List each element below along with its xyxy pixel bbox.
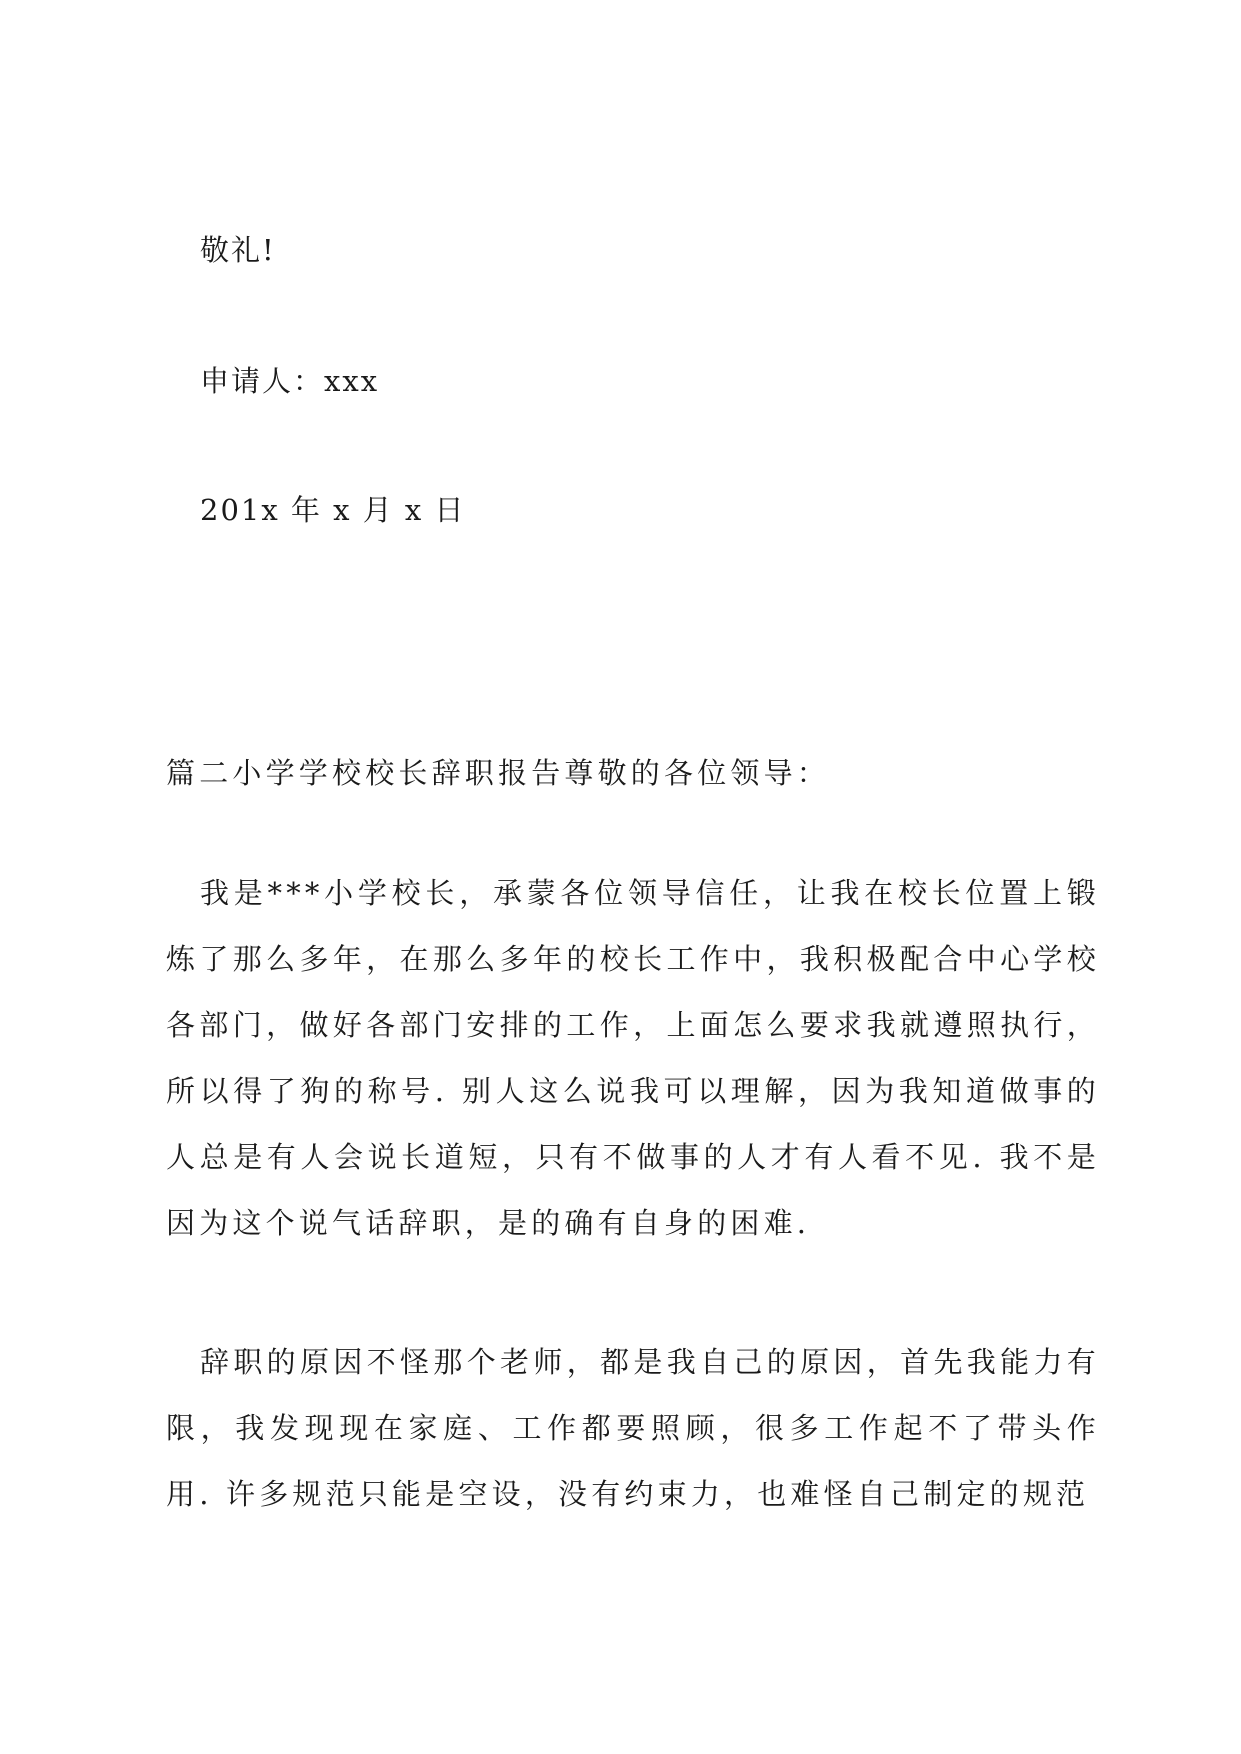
section-heading: 篇二小学学校校长辞职报告尊敬的各位领导： [166, 756, 831, 790]
body-paragraph-1: 我是***小学校长，承蒙各位领导信任，让我在校长位置上锻炼了那么多年，在那么多年的校长工作中，我积极配合中心学校各部门，做好各部门安排的工作，上面怎么要求我就遵照执行，所以得了狗的称号. 别人这么说我可以理解，因为我知道做事的人总是有人会说长道短，只有不做事的人才有人看不见. 我不是因为这个说气话辞职，是的确有自身的困难. [166, 876, 1100, 1240]
date-line: 201x 年 x 月 x 日 [200, 493, 466, 527]
applicant-signature: 申请人：xxx [200, 364, 380, 398]
closing-salutation: 敬礼! [200, 233, 276, 267]
body-paragraph-2: 辞职的原因不怪那个老师，都是我自己的原因，首先我能力有限，我发现现在家庭、工作都要照顾，很多工作起不了带头作用. 许多规范只能是空设，没有约束力，也难怪自己制定的规范 [166, 1345, 1100, 1511]
